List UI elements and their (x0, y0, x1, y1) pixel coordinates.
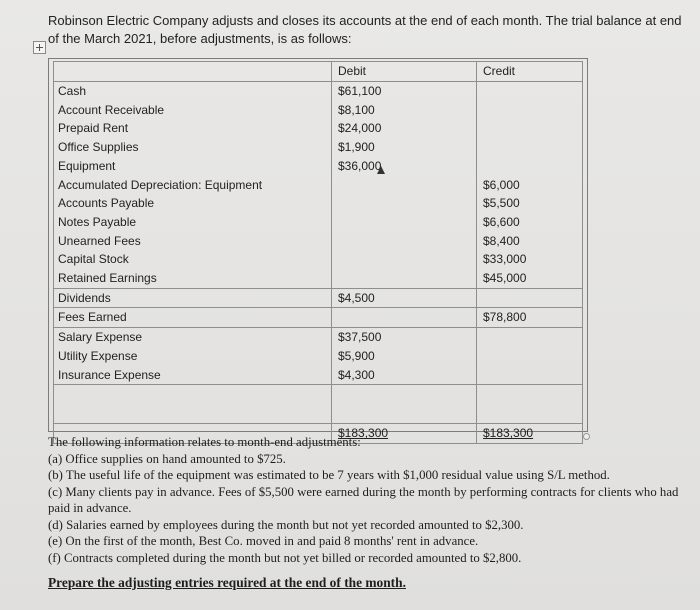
account-name: Unearned Fees (58, 233, 141, 248)
credit-value: $33,000 (483, 252, 527, 267)
account-name: Utility Expense (58, 348, 138, 363)
trial-balance-table (53, 61, 583, 444)
adjustment-item: (d) Salaries earned by employees during the month but not yet recorded amounted to $2,300. (48, 517, 524, 532)
account-name: Salary Expense (58, 330, 143, 345)
credit-value: $6,000 (483, 177, 520, 192)
credit-cell-empty (477, 288, 583, 308)
table-header-row (54, 62, 583, 82)
credit-value: $6,600 (483, 214, 520, 229)
adjustments-intro: The following information relates to month-end adjustments: (48, 435, 361, 449)
blank-cell (54, 385, 332, 424)
table-row (54, 328, 583, 385)
debit-value: $5,900 (338, 348, 375, 363)
debit-value-last-char: 0 (374, 158, 382, 173)
debit-value: $4,500 (332, 288, 477, 308)
mouse-cursor-icon (377, 166, 385, 174)
account-names-bottom (54, 328, 332, 385)
adjustment-item: (f) Contracts completed during the month but not yet billed or recorded amounted to $2,800. (48, 550, 522, 565)
debit-values-top (332, 82, 477, 289)
credit-header: Credit (477, 62, 583, 82)
table-row (54, 385, 583, 424)
adjustment-item: (c) Many clients pay in advance. Fees of $5,500 were earned during the month by performing contracts for clients who had paid in advance. (48, 484, 679, 515)
problem-intro: Robinson Electric Company adjusts and closes its accounts at the end of each month. The trial balance at end of the March 2021, before adjustments, is as follows: (48, 13, 682, 46)
account-names-top (54, 82, 332, 289)
debit-value: $4,300 (338, 367, 375, 382)
account-name: Office Supplies (58, 140, 139, 155)
adjustment-item: (a) Office supplies on hand amounted to $725. (48, 451, 286, 466)
debit-header: Debit (332, 62, 477, 82)
table-move-handle-icon[interactable] (33, 41, 46, 54)
adjustment-item: (e) On the first of the month, Best Co. moved in and paid 8 months' rent in advance. (48, 534, 479, 548)
debit-cell-empty (332, 308, 477, 328)
debit-value: $1,900 (338, 140, 375, 155)
debit-value: $24,000 (338, 121, 382, 136)
account-name: Cash (58, 84, 87, 98)
account-name: Dividends (54, 288, 332, 308)
credit-value: $45,000 (483, 271, 527, 286)
credit-value: $8,400 (483, 233, 520, 248)
table-row (54, 288, 583, 308)
account-name: Notes Payable (58, 214, 137, 229)
debit-value: $61,100 (338, 84, 382, 98)
credit-value: $5,500 (483, 196, 520, 211)
debit-values-bottom (332, 328, 477, 385)
blank-cell (477, 385, 583, 424)
account-name: Account Receivable (58, 102, 165, 117)
adjustments-section (48, 434, 688, 592)
blank-cell (332, 385, 477, 424)
account-header-cell (54, 62, 332, 82)
debit-value-text: $36,00 (338, 158, 375, 173)
adjustment-item: (b) The useful life of the equipment was estimated to be 7 years with $1,000 residual value using S/L method. (48, 468, 610, 482)
account-name: Fees Earned (54, 308, 332, 328)
task-instruction: Prepare the adjusting entries required at the end of the month. (48, 575, 406, 590)
account-name: Accumulated Depreciation: Equipment (58, 177, 263, 192)
account-name: Retained Earnings (58, 271, 157, 286)
trial-balance-frame (48, 58, 588, 441)
debit-value: $37,500 (338, 330, 382, 345)
account-name: Equipment (58, 158, 116, 173)
table-row (54, 82, 583, 289)
credit-total-value: $183,300 (483, 426, 534, 441)
account-name: Capital Stock (58, 252, 129, 267)
debit-value-equipment (338, 157, 472, 176)
credit-cell-empty (477, 328, 583, 385)
table-row (54, 308, 583, 328)
account-name: Accounts Payable (58, 196, 155, 211)
account-name: Insurance Expense (58, 367, 161, 382)
credit-value: $78,800 (477, 308, 583, 328)
debit-value: $8,100 (338, 102, 375, 117)
credit-spacer (483, 82, 578, 176)
debit-total-value: $183,300 (338, 426, 389, 441)
credit-values-top (477, 82, 583, 289)
account-name: Prepaid Rent (58, 121, 129, 136)
